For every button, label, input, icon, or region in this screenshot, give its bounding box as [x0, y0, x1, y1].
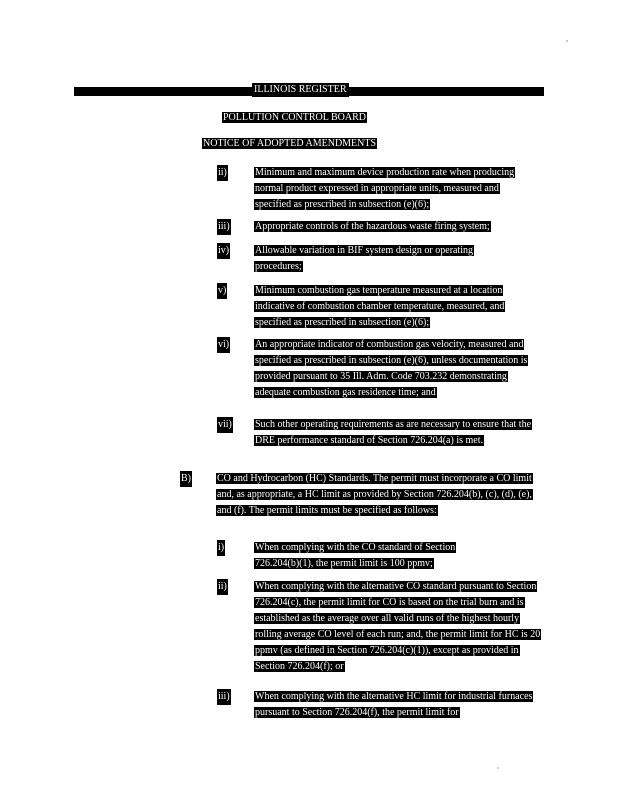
board-line [222, 110, 367, 126]
item-text-block [216, 471, 544, 519]
item-marker: ii) [217, 165, 228, 181]
item-text: CO and Hydrocarbon (HC) Standards. The permit must incorporate a CO limit and, as appropriate, a HC limit as provided by Section 726.204(b), (c), (d), (e), and (f). The permit limits must be specified as follows: [217, 473, 532, 516]
item-text: Allowable variation in BIF system design or operating procedures; [255, 245, 474, 272]
item-text-block [254, 417, 544, 449]
item-text-block [254, 165, 526, 213]
item-marker: iii) [217, 689, 231, 705]
notice-line [202, 136, 377, 152]
item-text: When complying with the alternative CO standard pursuant to Section 726.204(c), the permit limit for CO is based on the trial burn and is established as the average over all valid runs of the highest hourly rolling average CO level of each run; and, the permit limit for HC is 20 ppmv (as defined in Section 726.204(c)(1)), except as provided in Section 726.204(f); or [255, 581, 541, 672]
item-marker: v) [217, 283, 227, 299]
item-marker: B) [180, 471, 192, 487]
item-text: Minimum and maximum device production rate when producing normal product expressed in appropriate units, measured and specified as prescribed in subsection (e)(6); [255, 167, 515, 210]
item-text-block [254, 283, 534, 331]
notice-title: NOTICE OF ADOPTED AMENDMENTS [203, 138, 377, 149]
item-text: When complying with the alternative HC limit for industrial furnaces pursuant to Section 726.204(f), the permit limit for [255, 691, 533, 718]
scan-speck [497, 767, 499, 769]
item-marker: iv) [217, 243, 230, 259]
item-text-block [254, 540, 499, 572]
item-text-block [254, 579, 544, 675]
item-text: Appropriate controls of the hazardous waste firing system; [255, 221, 490, 232]
item-marker: ii) [217, 579, 228, 595]
board-name: POLLUTION CONTROL BOARD [223, 112, 366, 123]
item-text: When complying with the CO standard of Section 726.204(b)(1), the permit limit is 100 ppmv; [255, 542, 456, 569]
item-text: Minimum combustion gas temperature measured at a location indicative of combustion chamber temperature, measured, and specified as prescribed in subsection (e)(6); [255, 285, 505, 328]
item-text: An appropriate indicator of combustion gas velocity, measured and specified as prescribed in subsection (e)(6), unless documentation is provided pursuant to 35 Ill. Adm. Code 703.232 demonstrating adequate combustion gas residence time; and [255, 339, 528, 398]
item-text-block [254, 219, 544, 235]
item-text-block [254, 337, 539, 401]
item-marker: vii) [217, 417, 233, 433]
register-title: ILLINOIS REGISTER [254, 84, 347, 95]
item-text: Such other operating requirements as are necessary to ensure that the DRE performance standard of Section 726.204(a) is met. [255, 419, 532, 446]
item-marker: vi) [217, 337, 230, 353]
item-text-block [254, 689, 544, 721]
item-marker: iii) [217, 219, 231, 235]
item-marker: i) [217, 540, 225, 556]
item-text-block [254, 243, 514, 275]
scan-speck [566, 40, 568, 42]
